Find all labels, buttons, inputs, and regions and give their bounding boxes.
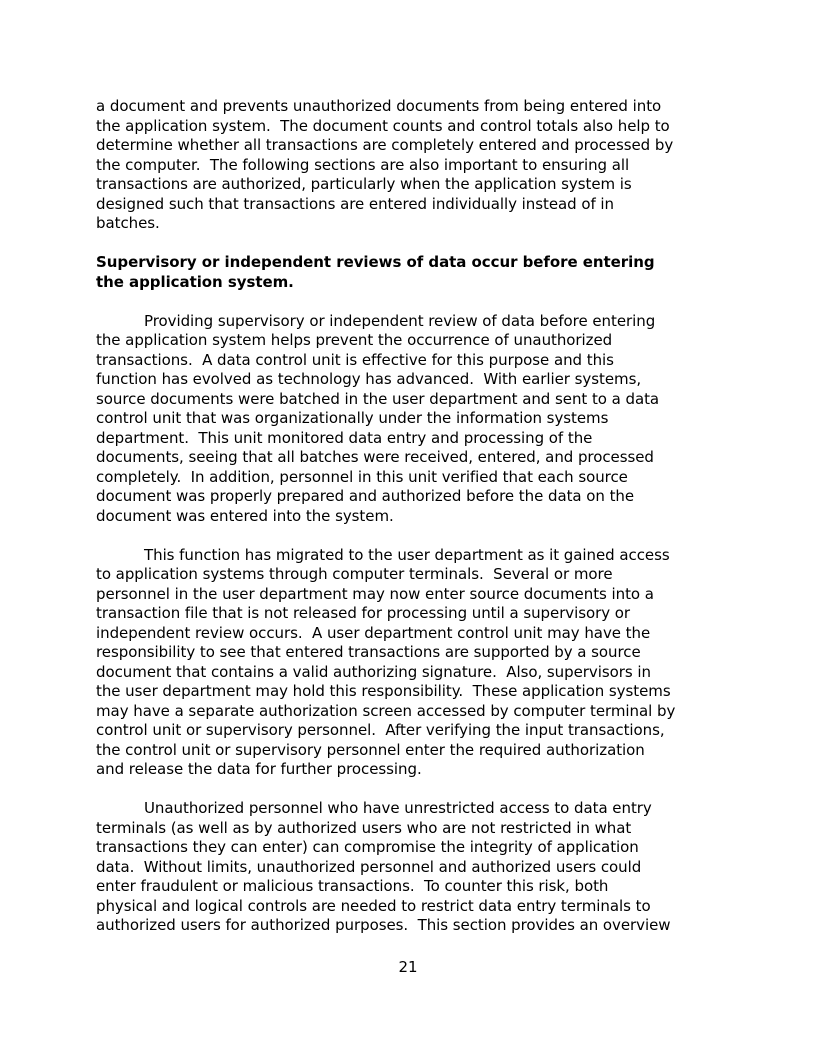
text-line: transactions they can enter) can compromise the integrity of application (96, 838, 639, 856)
body-text (96, 97, 726, 936)
text-line: transaction file that is not released for processing until a supervisory or (96, 604, 631, 622)
text-line: the user department may hold this responsibility. These application systems (96, 682, 671, 700)
text-line: designed such that transactions are entered individually instead of in (96, 194, 614, 213)
text-line: the computer. The following sections are also important to ensuring all (96, 155, 630, 174)
text-line: document that contains a valid authorizing signature. Also, supervisors in (96, 662, 651, 681)
heading-line: Supervisory or independent reviews of data occur before entering (96, 253, 655, 271)
paragraph-gap (96, 780, 726, 800)
text-line: control unit that was organizationally under the information systems (96, 409, 609, 427)
text-line: and release the data for further processing. (96, 760, 422, 778)
text-line-content: This function has migrated to the user department as it gained access (144, 545, 670, 564)
section-heading (96, 253, 726, 292)
paragraph-gap (96, 526, 726, 546)
text-line: physical and logical controls are needed to restrict data entry terminals to (96, 896, 651, 915)
text-line: the application system helps prevent the occurrence of unauthorized (96, 331, 613, 349)
text-line (96, 799, 726, 819)
text-line: a document and prevents unauthorized documents from being entered into (96, 97, 662, 115)
text-line: control unit or supervisory personnel. After verifying the input transactions, (96, 721, 665, 739)
paragraph-continuation (96, 97, 726, 234)
text-line: the control unit or supervisory personnel enter the required authorization (96, 740, 645, 759)
text-line: documents, seeing that all batches were received, entered, and processed (96, 448, 654, 466)
heading-line: the application system. (96, 272, 294, 291)
text-line: enter fraudulent or malicious transactions. To counter this risk, both (96, 877, 609, 895)
text-line: transactions. A data control unit is effective for this purpose and this (96, 350, 614, 369)
text-line: independent review occurs. A user department control unit may have the (96, 623, 651, 642)
text-line: function has evolved as technology has advanced. With earlier systems, (96, 370, 642, 388)
text-line: determine whether all transactions are completely entered and processed by (96, 136, 674, 154)
text-line: batches. (96, 214, 160, 232)
text-line: the application system. The document counts and control totals also help to (96, 116, 670, 135)
paragraph (96, 546, 726, 780)
paragraph (96, 799, 726, 936)
text-line: document was entered into the system. (96, 506, 394, 525)
text-line: terminals (as well as by authorized users who are not restricted in what (96, 818, 632, 837)
text-line: source documents were batched in the user department and sent to a data (96, 389, 660, 408)
text-line (96, 312, 726, 332)
text-line (96, 546, 726, 566)
paragraph-gap (96, 234, 726, 254)
paragraph (96, 312, 726, 527)
text-line: personnel in the user department may now enter source documents into a (96, 584, 654, 603)
text-line: completely. In addition, personnel in this unit verified that each source (96, 467, 628, 486)
text-line-content: Unauthorized personnel who have unrestricted access to data entry (144, 799, 652, 817)
text-line-content: Providing supervisory or independent review of data before entering (144, 311, 656, 330)
text-line: to application systems through computer terminals. Several or more (96, 565, 613, 583)
page-number: 21 (398, 958, 418, 976)
text-line: document was properly prepared and authorized before the data on the (96, 487, 635, 505)
text-line: authorized users for authorized purposes. This section provides an overview (96, 916, 671, 934)
text-line: data. Without limits, unauthorized personnel and authorized users could (96, 857, 642, 876)
text-line: transactions are authorized, particularly when the application system is (96, 175, 632, 193)
text-line: may have a separate authorization screen accessed by computer terminal by (96, 701, 676, 720)
text-line: department. This unit monitored data entry and processing of the (96, 428, 593, 447)
text-line: responsibility to see that entered transactions are supported by a source (96, 643, 641, 661)
paragraph-gap (96, 292, 726, 312)
